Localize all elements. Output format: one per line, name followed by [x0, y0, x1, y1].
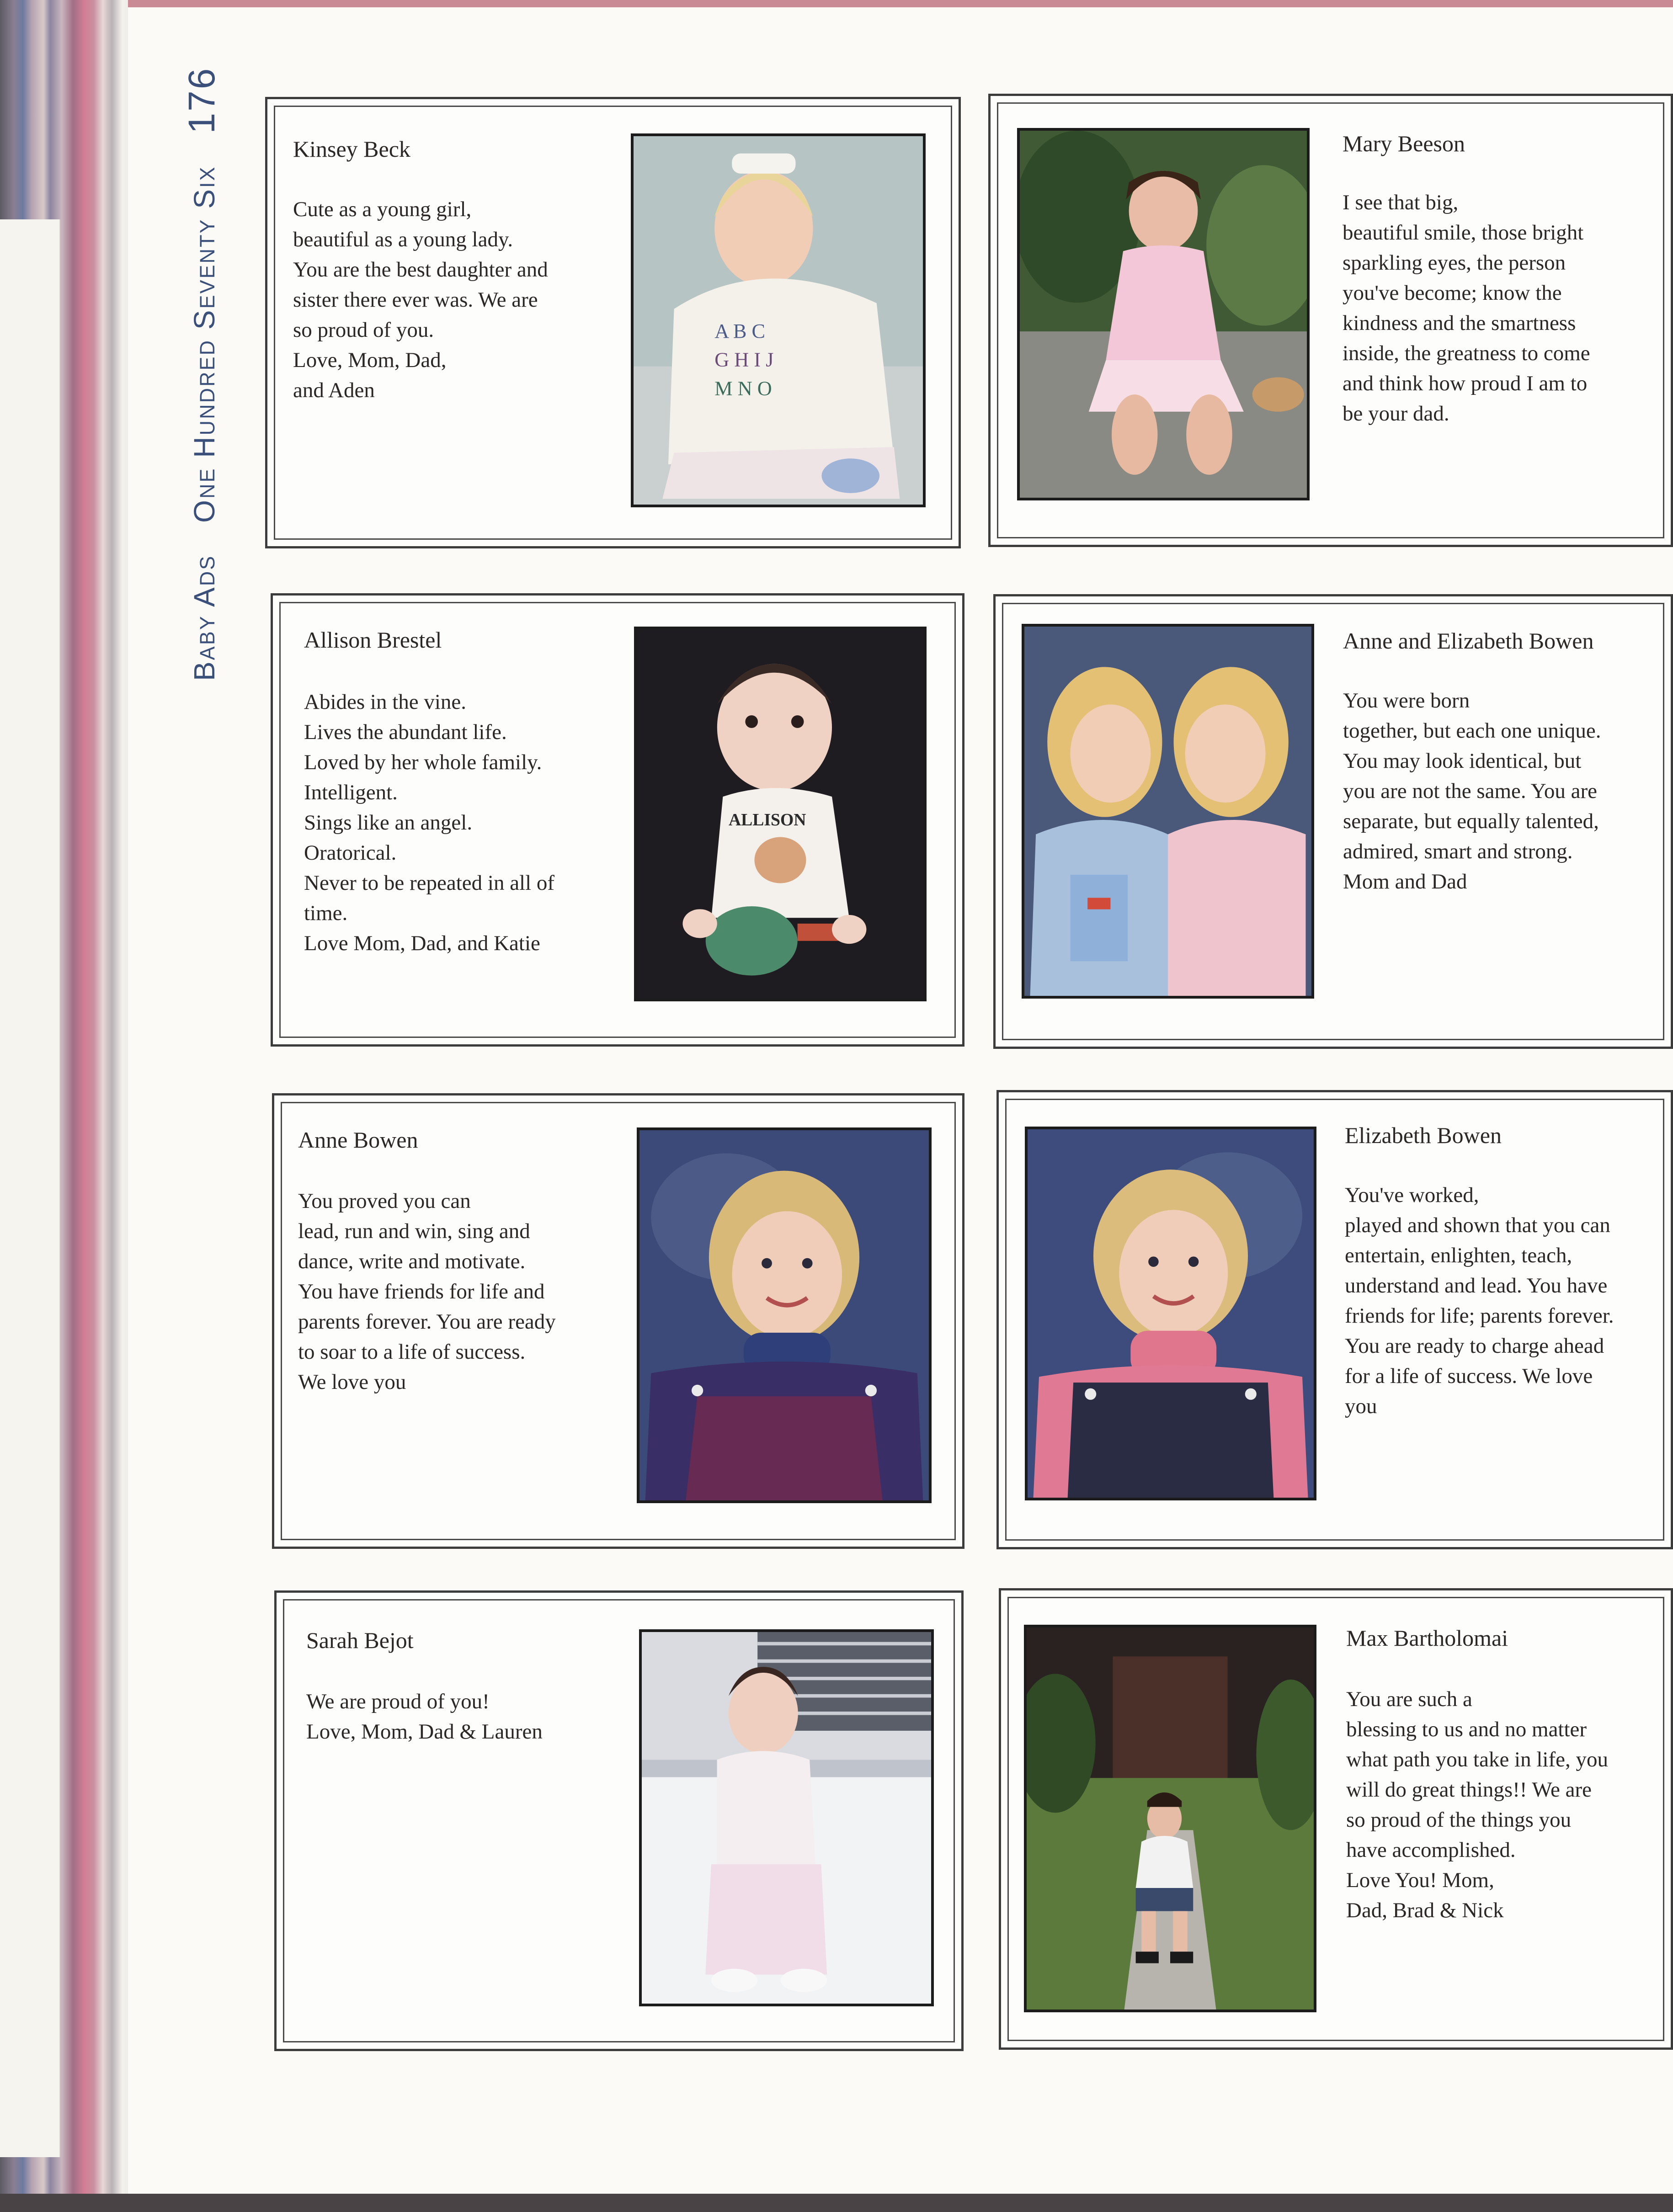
ad-name: Anne and Elizabeth Bowen	[1343, 628, 1594, 654]
paper-tab	[0, 219, 60, 2157]
section-title: Baby Ads	[188, 554, 221, 681]
shirt-text: ALLISON	[728, 810, 806, 830]
baby-photo	[1017, 128, 1310, 500]
ad-message: Cute as a young girl, beautiful as a young lady. You are the best daughter and sister there ever was. We are so proud of you. Love, Mom, Dad, and Aden	[293, 197, 548, 402]
page-side-label	[181, 67, 224, 681]
ad-name: Sarah Bejot	[306, 1627, 414, 1653]
svg-text:M N O: M N O	[714, 377, 772, 400]
top-color-band	[128, 0, 1673, 7]
ad-name: Allison Brestel	[304, 627, 442, 653]
ad-message: You are such a blessing to us and no matter what path you take in life, you will do great things!! We are so proud of the things you have accomplished. Love You! Mom, Dad, Brad & Nick	[1346, 1687, 1608, 1922]
baby-ad-anne-and-elizabeth-bowen	[993, 594, 1673, 1049]
ad-message: Abides in the vine. Lives the abundant life. Loved by her whole family. Intelligent. Sings like an angel. Oratorical. Never to be repeated in all of time. Love Mom, Dad, and Katie	[304, 690, 555, 955]
baby-photo	[1025, 1127, 1316, 1500]
svg-text:A B C: A B C	[714, 319, 766, 342]
ad-message: You were born together, but each one unique. You may look identical, but you are not the same. You are separate, but equally talented, admired, smart and strong. Mom and Dad	[1343, 689, 1601, 893]
svg-text:G H I J: G H I J	[714, 348, 774, 371]
ad-name: Max Bartholomai	[1346, 1625, 1508, 1651]
bottom-edge	[0, 2194, 1673, 2212]
ad-name: Mary Beeson	[1343, 131, 1465, 156]
ad-message: You've worked, played and shown that you can entertain, enlighten, teach, understand and lead. You have friends for life; parents forever. You are ready to charge ahead for a life of success. We love you	[1345, 1183, 1614, 1418]
ad-name: Elizabeth Bowen	[1345, 1122, 1502, 1148]
ad-message: We are proud of you! Love, Mom, Dad & Lauren	[306, 1690, 543, 1744]
baby-ad-allison-brestel	[271, 593, 964, 1047]
page-number-words: One Hundred Seventy Six	[188, 165, 221, 523]
baby-ad-max-bartholomai	[999, 1588, 1673, 2050]
baby-photo	[634, 627, 927, 1001]
ad-message: You proved you can lead, run and win, sing and dance, write and motivate. You have friends for life and parents forever. You are ready to soar to a life of success. We love you	[298, 1189, 556, 1394]
baby-photo	[1024, 1625, 1316, 2012]
baby-ad-sarah-bejot	[274, 1590, 964, 2051]
ad-name: Kinsey Beck	[293, 136, 410, 162]
ad-message: I see that big, beautiful smile, those bright sparkling eyes, the person you've become; know the kindness and the smartness inside, the greatness to come and think how proud I am to be your dad.	[1343, 191, 1590, 425]
ad-name: Anne Bowen	[298, 1127, 418, 1153]
baby-photo	[631, 133, 926, 507]
page-number: 176	[181, 67, 223, 134]
baby-photo	[637, 1127, 932, 1503]
baby-photo	[639, 1629, 934, 2006]
baby-ad-anne-bowen	[272, 1093, 964, 1549]
baby-ad-kinsey-beck	[265, 97, 961, 548]
baby-photo	[1022, 624, 1314, 999]
baby-ad-elizabeth-bowen	[996, 1090, 1673, 1549]
baby-ad-mary-beeson	[988, 94, 1673, 547]
